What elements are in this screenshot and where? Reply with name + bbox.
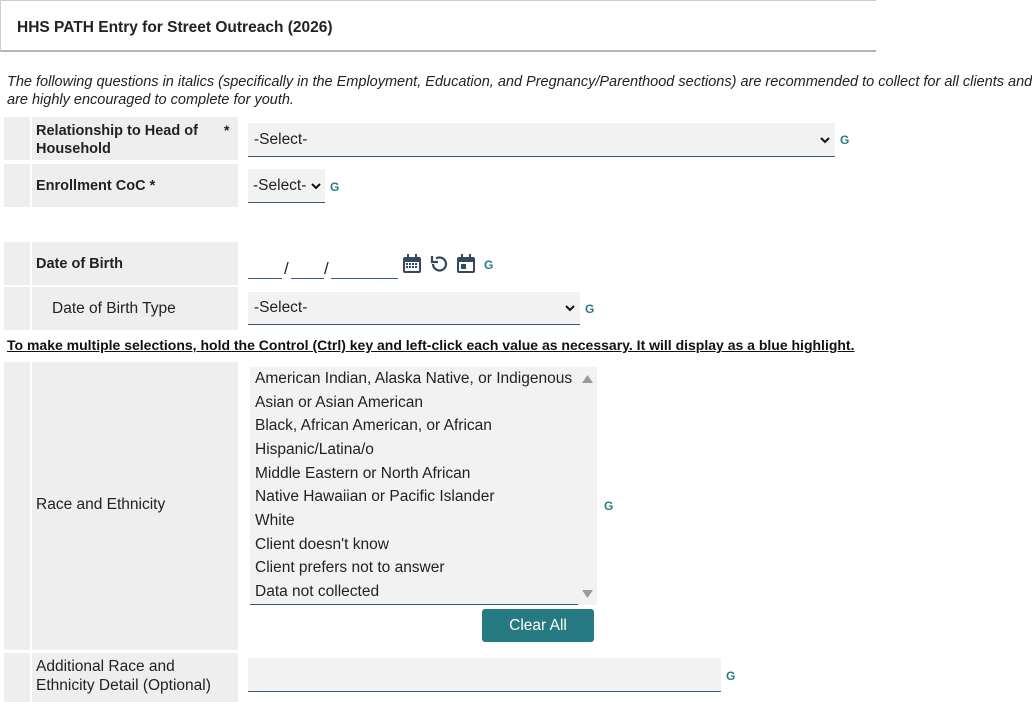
section-header — [0, 0, 876, 52]
list-option[interactable]: Black, African American, or African — [255, 417, 492, 434]
guide-icon[interactable]: G — [585, 302, 595, 316]
scroll-up-icon[interactable] — [581, 374, 594, 384]
clear-all-button[interactable]: Clear All — [482, 609, 594, 642]
intro-line-1: The following questions in italics (specifically in the Employment, Education, and Pregnancy/Parenthood sections) are recommended to collect for all clients and — [7, 74, 1032, 90]
race-ethnicity-label — [32, 362, 238, 650]
list-option[interactable]: American Indian, Alaska Native, or Indigenous — [255, 370, 573, 387]
relationship-label-line1: Relationship to Head of — [36, 123, 198, 139]
dob-label — [32, 242, 238, 285]
list-option[interactable]: Data not collected — [255, 583, 380, 600]
dob-label-text: Date of Birth — [36, 256, 123, 272]
enrollment-coc-select-value: -Select- — [253, 176, 307, 194]
intro-line-2: are highly encouraged to complete for youth. — [7, 92, 294, 108]
enrollment-coc-select[interactable] — [248, 169, 325, 203]
race-ethnicity-listbox[interactable] — [250, 367, 597, 605]
dob-year-input[interactable] — [331, 247, 398, 279]
additional-detail-label — [32, 653, 238, 702]
date-separator: / — [324, 259, 329, 278]
enrollment-coc-label-text: Enrollment CoC — [36, 178, 146, 194]
dob-type-select-value: -Select- — [254, 299, 308, 316]
chevron-down-icon — [564, 302, 576, 314]
dob-day-input[interactable] — [291, 247, 324, 279]
relationship-label — [32, 117, 238, 160]
row-gutter — [4, 242, 30, 285]
required-mark: * — [149, 178, 156, 194]
relationship-select[interactable] — [248, 123, 835, 157]
enrollment-coc-label — [32, 164, 238, 207]
listbox-scrollbar[interactable] — [578, 367, 597, 605]
row-gutter — [4, 653, 30, 702]
guide-icon[interactable]: G — [330, 180, 340, 194]
list-option[interactable]: White — [255, 512, 295, 529]
multi-select-instructions: To make multiple selections, hold the Control (Ctrl) key and left-click each value as necessary. It will display as a blue highlight. — [7, 337, 855, 353]
row-gutter — [4, 117, 30, 160]
additional-detail-label-line2: Ethnicity Detail (Optional) — [36, 677, 211, 694]
row-gutter — [4, 362, 30, 650]
guide-icon[interactable]: G — [840, 133, 850, 147]
dob-type-label-text: Date of Birth Type — [52, 300, 176, 317]
guide-icon[interactable]: G — [484, 258, 494, 272]
today-calendar-icon[interactable] — [455, 253, 477, 275]
chevron-down-icon — [310, 180, 322, 192]
list-option[interactable]: Middle Eastern or North African — [255, 465, 471, 482]
chevron-down-icon — [819, 134, 831, 146]
required-mark: * — [224, 122, 230, 138]
reset-icon[interactable] — [428, 253, 450, 275]
dob-month-input[interactable] — [248, 247, 282, 279]
list-option[interactable]: Asian or Asian American — [255, 394, 424, 411]
additional-detail-input[interactable] — [248, 658, 721, 692]
scroll-down-icon[interactable] — [581, 589, 594, 599]
date-separator: / — [284, 259, 289, 278]
intro-text — [7, 73, 1032, 109]
row-gutter — [4, 287, 30, 330]
calendar-icon[interactable] — [401, 253, 423, 275]
page-title: HHS PATH Entry for Street Outreach (2026) — [17, 19, 333, 36]
list-option[interactable]: Client prefers not to answer — [255, 559, 445, 576]
race-ethnicity-label-text: Race and Ethnicity — [36, 496, 166, 513]
row-gutter — [4, 164, 30, 207]
list-option[interactable]: Hispanic/Latina/o — [255, 441, 374, 458]
dob-type-label — [32, 287, 238, 330]
guide-icon[interactable]: G — [726, 669, 736, 683]
list-option[interactable]: Native Hawaiian or Pacific Islander — [255, 488, 495, 505]
dob-type-select[interactable] — [248, 292, 580, 325]
relationship-select-value: -Select- — [254, 130, 308, 148]
additional-detail-label-line1: Additional Race and — [36, 658, 175, 675]
relationship-label-line2: Household — [36, 141, 111, 157]
guide-icon[interactable]: G — [604, 499, 614, 513]
list-option[interactable]: Client doesn't know — [255, 536, 389, 553]
